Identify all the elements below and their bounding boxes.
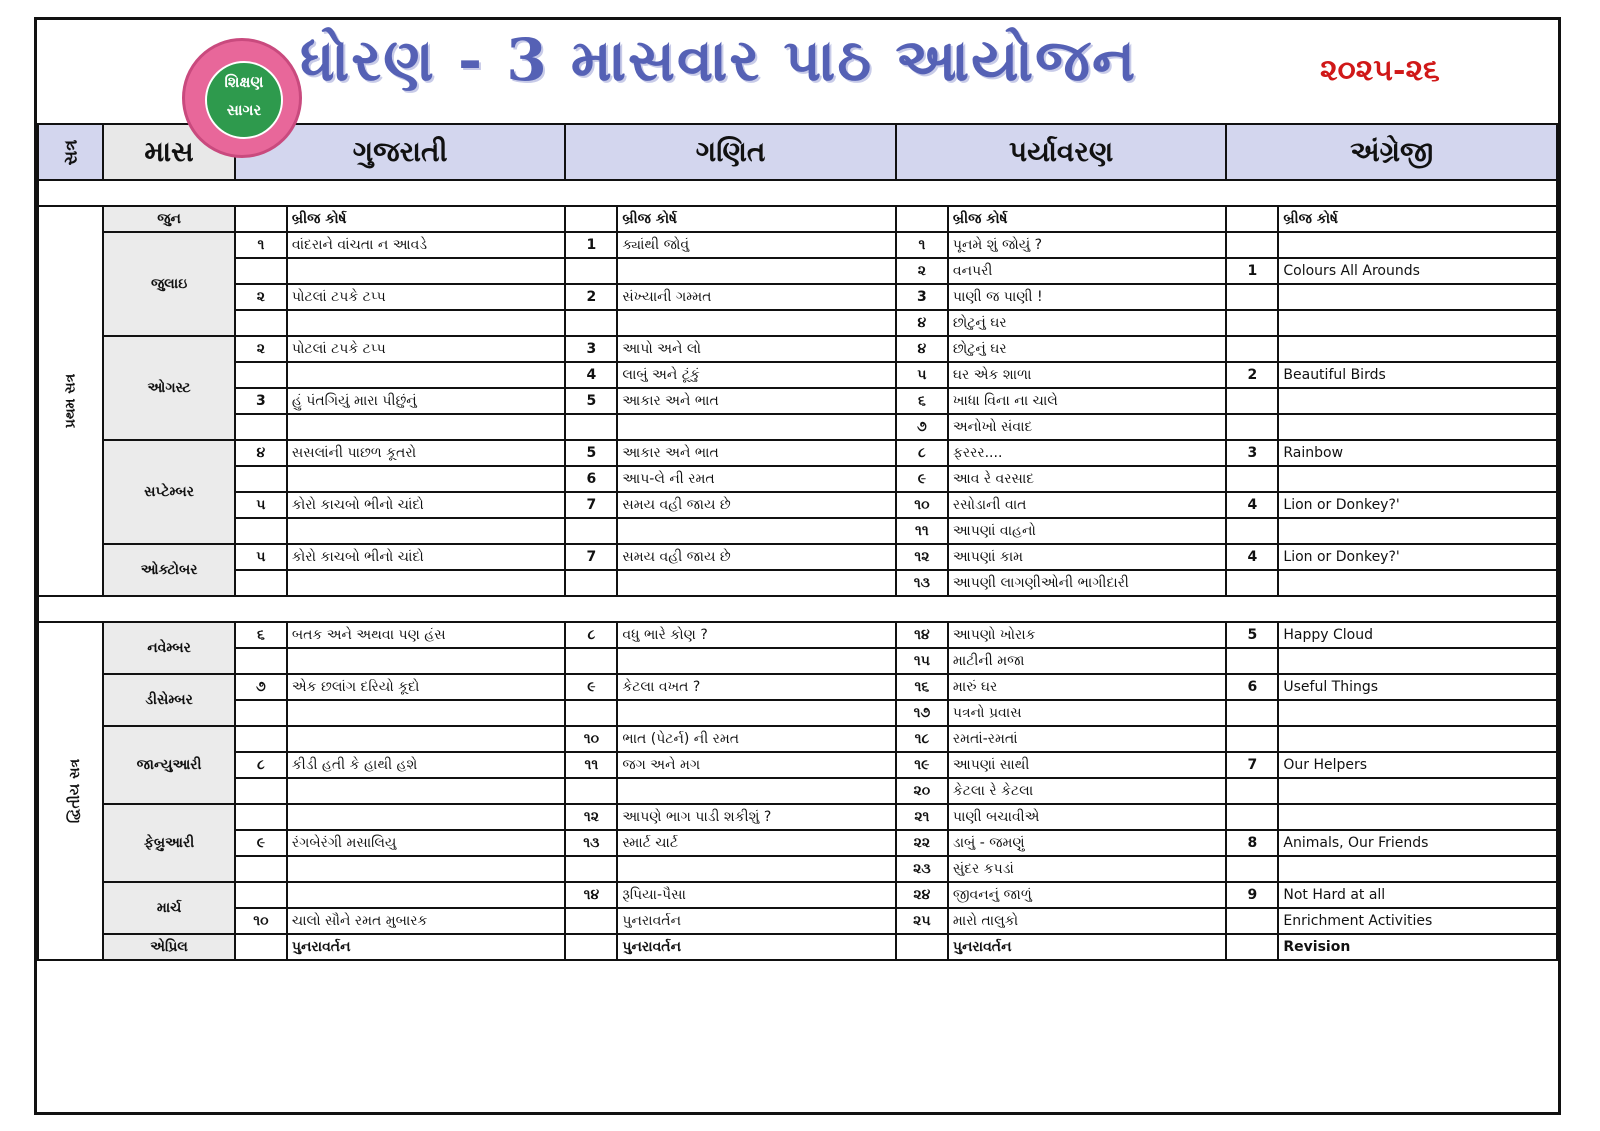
gujarati-lesson: પોટલાં ટપકે ટપ્પ	[287, 284, 565, 310]
paryavaran-lesson: પુનરાવર્તન	[948, 934, 1226, 960]
gujarati-unit-number: 3	[235, 388, 287, 414]
ganit-unit-number: ૧૪	[565, 882, 617, 908]
paryavaran-unit-number: ૪	[896, 310, 948, 336]
table-row	[38, 258, 1557, 284]
table-row	[38, 362, 1557, 388]
paryavaran-unit-number: ૧૮	[896, 726, 948, 752]
ganit-unit-number: ૧૩	[565, 830, 617, 856]
gujarati-unit-number	[235, 700, 287, 726]
ganit-lesson	[617, 258, 895, 284]
table-row	[38, 622, 1557, 648]
col-header-gujarati: ગુજરાતી	[235, 124, 566, 180]
gujarati-lesson	[287, 778, 565, 804]
gujarati-lesson: કીડી હતી કે હાથી હશે	[287, 752, 565, 778]
angreji-unit-number	[1226, 934, 1278, 960]
table-row	[38, 856, 1557, 882]
gujarati-lesson: હું પંતગિયું મારા પીછુંનું	[287, 388, 565, 414]
paryavaran-unit-number: ૧૦	[896, 492, 948, 518]
gujarati-unit-number	[235, 882, 287, 908]
table-row	[38, 882, 1557, 908]
gujarati-lesson	[287, 362, 565, 388]
angreji-lesson: Colours All Arounds	[1278, 258, 1557, 284]
ganit-unit-number	[565, 206, 617, 232]
paryavaran-unit-number: ૧૩	[896, 570, 948, 596]
angreji-lesson: Rainbow	[1278, 440, 1557, 466]
month-label: જુલાઇ	[103, 232, 235, 336]
paryavaran-unit-number	[896, 206, 948, 232]
paryavaran-lesson: પૂનમે શું જોયું ?	[948, 232, 1226, 258]
paryavaran-lesson: સુંદર કપડાં	[948, 856, 1226, 882]
ganit-lesson	[617, 700, 895, 726]
ganit-lesson	[617, 310, 895, 336]
table-row	[38, 570, 1557, 596]
gujarati-lesson: પોટલાં ટપકે ટપ્પ	[287, 336, 565, 362]
table-row	[38, 466, 1557, 492]
ganit-lesson: સંખ્યાની ગમ્મત	[617, 284, 895, 310]
gujarati-unit-number	[235, 206, 287, 232]
table-row	[38, 700, 1557, 726]
gujarati-lesson	[287, 726, 565, 752]
academic-year: ૨૦૨૫-૨૬	[1320, 53, 1440, 88]
paryavaran-lesson: ખાધા વિના ના ચાલે	[948, 388, 1226, 414]
gujarati-lesson	[287, 804, 565, 830]
angreji-lesson: Enrichment Activities	[1278, 908, 1557, 934]
table-row	[38, 804, 1557, 830]
ganit-unit-number: 6	[565, 466, 617, 492]
gujarati-unit-number: ૧	[235, 232, 287, 258]
paryavaran-unit-number: ૧૪	[896, 622, 948, 648]
gujarati-unit-number	[235, 466, 287, 492]
col-header-paryavaran: પર્યાવરણ	[896, 124, 1227, 180]
paryavaran-lesson: અનોખો સંવાદ	[948, 414, 1226, 440]
paryavaran-lesson: વનપરી	[948, 258, 1226, 284]
angreji-lesson	[1278, 648, 1557, 674]
ganit-lesson: આપો અને લો	[617, 336, 895, 362]
table-row	[38, 284, 1557, 310]
ganit-unit-number: ૧૦	[565, 726, 617, 752]
gujarati-unit-number	[235, 362, 287, 388]
ganit-lesson: આપ-લે ની રમત	[617, 466, 895, 492]
table-row	[38, 206, 1557, 232]
angreji-unit-number: 6	[1226, 674, 1278, 700]
ganit-lesson: બ્રીજ કોર્ષ	[617, 206, 895, 232]
angreji-unit-number: 8	[1226, 830, 1278, 856]
angreji-unit-number	[1226, 206, 1278, 232]
angreji-lesson	[1278, 856, 1557, 882]
gujarati-lesson	[287, 856, 565, 882]
ganit-unit-number: ૧૨	[565, 804, 617, 830]
gujarati-unit-number: ૯	[235, 830, 287, 856]
gujarati-lesson	[287, 570, 565, 596]
paryavaran-unit-number: ૨૩	[896, 856, 948, 882]
gujarati-lesson: બતક અને અથવા પણ હંસ	[287, 622, 565, 648]
ganit-lesson: સમય વહી જાય છે	[617, 544, 895, 570]
page-title: ધોરણ - 3 માસવાર પાઠ આયોજન	[300, 26, 1138, 94]
ganit-lesson: પુનરાવર્તન	[617, 934, 895, 960]
gujarati-lesson	[287, 700, 565, 726]
ganit-unit-number	[565, 414, 617, 440]
angreji-lesson: Animals, Our Friends	[1278, 830, 1557, 856]
ganit-unit-number	[565, 778, 617, 804]
month-label: નવેમ્બર	[103, 622, 235, 674]
ganit-lesson: કેટલા વખત ?	[617, 674, 895, 700]
ganit-unit-number: ૧૧	[565, 752, 617, 778]
ganit-lesson: આકાર અને ભાત	[617, 440, 895, 466]
paryavaran-unit-number: ૧૬	[896, 674, 948, 700]
paryavaran-lesson: રસોડાની વાત	[948, 492, 1226, 518]
table-row	[38, 778, 1557, 804]
angreji-lesson: Lion or Donkey?'	[1278, 544, 1557, 570]
angreji-lesson	[1278, 310, 1557, 336]
lesson-plan-table	[37, 123, 1558, 961]
ganit-unit-number: 7	[565, 544, 617, 570]
angreji-lesson	[1278, 700, 1557, 726]
gujarati-unit-number	[235, 726, 287, 752]
paryavaran-lesson: છોટુનું ઘર	[948, 310, 1226, 336]
paryavaran-lesson: આપણાં સાથી	[948, 752, 1226, 778]
angreji-unit-number	[1226, 648, 1278, 674]
gujarati-lesson: કોરો કાચબો ભીનો ચાંદો	[287, 544, 565, 570]
col-header-angreji: અંગ્રેજી	[1226, 124, 1557, 180]
ganit-unit-number	[565, 700, 617, 726]
angreji-unit-number	[1226, 804, 1278, 830]
angreji-unit-number	[1226, 336, 1278, 362]
angreji-unit-number: 7	[1226, 752, 1278, 778]
paryavaran-unit-number: ૧૨	[896, 544, 948, 570]
angreji-unit-number: 4	[1226, 544, 1278, 570]
paryavaran-unit-number: ૧૭	[896, 700, 948, 726]
ganit-unit-number: 7	[565, 492, 617, 518]
gujarati-lesson	[287, 258, 565, 284]
ganit-unit-number	[565, 518, 617, 544]
angreji-lesson	[1278, 518, 1557, 544]
table-row	[38, 440, 1557, 466]
ganit-lesson: આપણે ભાગ પાડી શકીશું ?	[617, 804, 895, 830]
paryavaran-lesson: છોટુનું ઘર	[948, 336, 1226, 362]
ganit-unit-number: 5	[565, 388, 617, 414]
paryavaran-lesson: આવ રે વરસાદ	[948, 466, 1226, 492]
angreji-lesson	[1278, 570, 1557, 596]
paryavaran-lesson: ડાબું - જમણું	[948, 830, 1226, 856]
table-row	[38, 310, 1557, 336]
month-label: ઓક્ટોબર	[103, 544, 235, 596]
gujarati-unit-number	[235, 414, 287, 440]
paryavaran-unit-number: ૬	[896, 388, 948, 414]
ganit-unit-number: ૮	[565, 622, 617, 648]
table-row	[38, 232, 1557, 258]
paryavaran-lesson: કેટલા રે કેટલા	[948, 778, 1226, 804]
gujarati-lesson: ચાલો સૌને રમત મુબારક	[287, 908, 565, 934]
angreji-lesson: Not Hard at all	[1278, 882, 1557, 908]
paryavaran-unit-number: ૧	[896, 232, 948, 258]
gujarati-lesson: એક છલાંગ દરિયો કૂદો	[287, 674, 565, 700]
ganit-lesson: પુનરાવર્તન	[617, 908, 895, 934]
gujarati-lesson: વાંદરાને વાંચતા ન આવડે	[287, 232, 565, 258]
table-row	[38, 414, 1557, 440]
ganit-lesson	[617, 414, 895, 440]
paryavaran-unit-number: ૨૫	[896, 908, 948, 934]
gujarati-unit-number	[235, 856, 287, 882]
logo-text-bottom: સાગર	[226, 101, 262, 119]
gujarati-unit-number: ૨	[235, 284, 287, 310]
gujarati-lesson	[287, 310, 565, 336]
angreji-unit-number: 1	[1226, 258, 1278, 284]
gujarati-unit-number: ૫	[235, 492, 287, 518]
paryavaran-unit-number: ૨૧	[896, 804, 948, 830]
paryavaran-lesson: રમતાં-રમતાં	[948, 726, 1226, 752]
paryavaran-lesson: આપણી લાગણીઓની ભાગીદારી	[948, 570, 1226, 596]
angreji-unit-number	[1226, 856, 1278, 882]
ganit-unit-number	[565, 934, 617, 960]
angreji-lesson: Useful Things	[1278, 674, 1557, 700]
angreji-lesson: Revision	[1278, 934, 1557, 960]
ganit-lesson	[617, 648, 895, 674]
ganit-unit-number: 1	[565, 232, 617, 258]
gujarati-lesson: રંગબેરંગી મસાલિયુ	[287, 830, 565, 856]
satra-divider-row	[38, 596, 1557, 622]
angreji-unit-number	[1226, 726, 1278, 752]
paryavaran-lesson: પાણી જ પાણી !	[948, 284, 1226, 310]
gujarati-unit-number	[235, 518, 287, 544]
gujarati-lesson	[287, 466, 565, 492]
angreji-lesson	[1278, 466, 1557, 492]
gujarati-lesson: સસલાંની પાછળ કૂતરો	[287, 440, 565, 466]
gujarati-unit-number: ૭	[235, 674, 287, 700]
ganit-lesson: રૂપિયા-પૈસા	[617, 882, 895, 908]
table-row	[38, 492, 1557, 518]
paryavaran-lesson: મારું ઘર	[948, 674, 1226, 700]
ganit-unit-number	[565, 908, 617, 934]
angreji-lesson	[1278, 388, 1557, 414]
angreji-lesson	[1278, 726, 1557, 752]
angreji-lesson: Lion or Donkey?'	[1278, 492, 1557, 518]
gujarati-unit-number: ૪	[235, 440, 287, 466]
gujarati-lesson	[287, 882, 565, 908]
gujarati-lesson	[287, 518, 565, 544]
angreji-unit-number	[1226, 908, 1278, 934]
gujarati-unit-number	[235, 258, 287, 284]
gujarati-lesson	[287, 648, 565, 674]
angreji-lesson: Happy Cloud	[1278, 622, 1557, 648]
table-row	[38, 674, 1557, 700]
gujarati-lesson: બ્રીજ કોર્ષ	[287, 206, 565, 232]
angreji-unit-number: 3	[1226, 440, 1278, 466]
month-label: ડીસેમ્બર	[103, 674, 235, 726]
angreji-unit-number	[1226, 700, 1278, 726]
paryavaran-unit-number: ૭	[896, 414, 948, 440]
angreji-lesson	[1278, 284, 1557, 310]
satra-label: દ્વિતીય સત્ર	[38, 622, 103, 960]
angreji-unit-number	[1226, 284, 1278, 310]
table-row	[38, 726, 1557, 752]
angreji-lesson: બ્રીજ કોર્ષ	[1278, 206, 1557, 232]
month-label: સપ્ટેમ્બર	[103, 440, 235, 544]
paryavaran-lesson: આપણાં કામ	[948, 544, 1226, 570]
paryavaran-unit-number: ૨૪	[896, 882, 948, 908]
col-header-satra: સત્ર	[38, 124, 103, 180]
paryavaran-unit-number: ૫	[896, 362, 948, 388]
gujarati-unit-number	[235, 310, 287, 336]
paryavaran-lesson: જીવનનું જાળું	[948, 882, 1226, 908]
table-row	[38, 908, 1557, 934]
paryavaran-lesson: પત્રનો પ્રવાસ	[948, 700, 1226, 726]
gujarati-lesson	[287, 414, 565, 440]
logo-center	[205, 61, 283, 139]
satra-label: પ્રથમ સત્ર	[38, 206, 103, 596]
gujarati-lesson: કોરો કાચબો ભીનો ચાંદો	[287, 492, 565, 518]
ganit-lesson	[617, 570, 895, 596]
paryavaran-lesson: ફરરર....	[948, 440, 1226, 466]
angreji-unit-number: 9	[1226, 882, 1278, 908]
paryavaran-lesson: પાણી બચાવીએ	[948, 804, 1226, 830]
angreji-lesson	[1278, 778, 1557, 804]
paryavaran-lesson: આપણો ખોરાક	[948, 622, 1226, 648]
ganit-unit-number	[565, 648, 617, 674]
month-label: ફેબ્રુઆરી	[103, 804, 235, 882]
gujarati-unit-number	[235, 804, 287, 830]
ganit-unit-number	[565, 310, 617, 336]
month-label: માર્ચ	[103, 882, 235, 934]
gujarati-unit-number	[235, 934, 287, 960]
ganit-unit-number: 3	[565, 336, 617, 362]
ganit-lesson: જગ અને મગ	[617, 752, 895, 778]
table-row	[38, 518, 1557, 544]
paryavaran-unit-number: ૨૨	[896, 830, 948, 856]
angreji-lesson: Our Helpers	[1278, 752, 1557, 778]
angreji-unit-number	[1226, 232, 1278, 258]
table-row	[38, 648, 1557, 674]
gujarati-lesson: પુનરાવર્તન	[287, 934, 565, 960]
ganit-lesson: લાબું અને ટૂંકું	[617, 362, 895, 388]
angreji-lesson	[1278, 804, 1557, 830]
angreji-unit-number: 5	[1226, 622, 1278, 648]
table-row	[38, 544, 1557, 570]
col-header-month: માસ	[103, 124, 235, 180]
ganit-lesson	[617, 856, 895, 882]
ganit-unit-number: 4	[565, 362, 617, 388]
paryavaran-lesson: બ્રીજ કોર્ષ	[948, 206, 1226, 232]
paryavaran-lesson: આપણાં વાહનો	[948, 518, 1226, 544]
ganit-unit-number	[565, 258, 617, 284]
paryavaran-unit-number: ૪	[896, 336, 948, 362]
ganit-unit-number	[565, 856, 617, 882]
angreji-lesson: Beautiful Birds	[1278, 362, 1557, 388]
paryavaran-unit-number: ૨૦	[896, 778, 948, 804]
table-row	[38, 336, 1557, 362]
angreji-unit-number	[1226, 388, 1278, 414]
gujarati-unit-number: ૫	[235, 544, 287, 570]
paryavaran-unit-number: ૧૯	[896, 752, 948, 778]
ganit-lesson: વધુ ભારે કોણ ?	[617, 622, 895, 648]
angreji-unit-number	[1226, 466, 1278, 492]
ganit-lesson: ભાત (પેટર્ન) ની રમત	[617, 726, 895, 752]
table-row	[38, 934, 1557, 960]
table-row	[38, 752, 1557, 778]
gujarati-unit-number: ૬	[235, 622, 287, 648]
angreji-unit-number: 4	[1226, 492, 1278, 518]
angreji-lesson	[1278, 336, 1557, 362]
angreji-unit-number	[1226, 414, 1278, 440]
gujarati-unit-number: ૧૦	[235, 908, 287, 934]
paryavaran-lesson: માટીની મજા	[948, 648, 1226, 674]
month-label: ઓગસ્ટ	[103, 336, 235, 440]
paryavaran-unit-number	[896, 934, 948, 960]
table-row	[38, 388, 1557, 414]
gujarati-unit-number: ૮	[235, 752, 287, 778]
gujarati-unit-number	[235, 648, 287, 674]
paryavaran-unit-number: 3	[896, 284, 948, 310]
month-label: એપ્રિલ	[103, 934, 235, 960]
ganit-lesson: સમય વહી જાય છે	[617, 492, 895, 518]
ganit-unit-number: ૯	[565, 674, 617, 700]
angreji-unit-number	[1226, 518, 1278, 544]
angreji-unit-number	[1226, 310, 1278, 336]
table-row	[38, 830, 1557, 856]
col-header-ganit: ગણિત	[565, 124, 896, 180]
angreji-lesson	[1278, 232, 1557, 258]
gujarati-unit-number	[235, 570, 287, 596]
paryavaran-unit-number: ૧૫	[896, 648, 948, 674]
spacer-row	[38, 180, 1557, 206]
ganit-lesson: ક્યાંથી જોવું	[617, 232, 895, 258]
paryavaran-unit-number: ૨	[896, 258, 948, 284]
gujarati-unit-number: ૨	[235, 336, 287, 362]
ganit-lesson: આકાર અને ભાત	[617, 388, 895, 414]
shikshan-sagar-logo	[182, 38, 302, 158]
month-label: જાન્યુઆરી	[103, 726, 235, 804]
ganit-lesson	[617, 518, 895, 544]
month-label: જુન	[103, 206, 235, 232]
angreji-unit-number: 2	[1226, 362, 1278, 388]
angreji-unit-number	[1226, 570, 1278, 596]
paryavaran-unit-number: ૯	[896, 466, 948, 492]
paryavaran-lesson: મારો તાલુકો	[948, 908, 1226, 934]
paryavaran-unit-number: ૧૧	[896, 518, 948, 544]
ganit-lesson	[617, 778, 895, 804]
ganit-lesson: સ્માર્ટ ચાર્ટ	[617, 830, 895, 856]
logo-text-top: શિક્ષણ	[224, 73, 264, 91]
angreji-lesson	[1278, 414, 1557, 440]
angreji-unit-number	[1226, 778, 1278, 804]
ganit-unit-number: 5	[565, 440, 617, 466]
gujarati-unit-number	[235, 778, 287, 804]
ganit-unit-number: 2	[565, 284, 617, 310]
paryavaran-unit-number: ૮	[896, 440, 948, 466]
ganit-unit-number	[565, 570, 617, 596]
paryavaran-lesson: ઘર એક શાળા	[948, 362, 1226, 388]
